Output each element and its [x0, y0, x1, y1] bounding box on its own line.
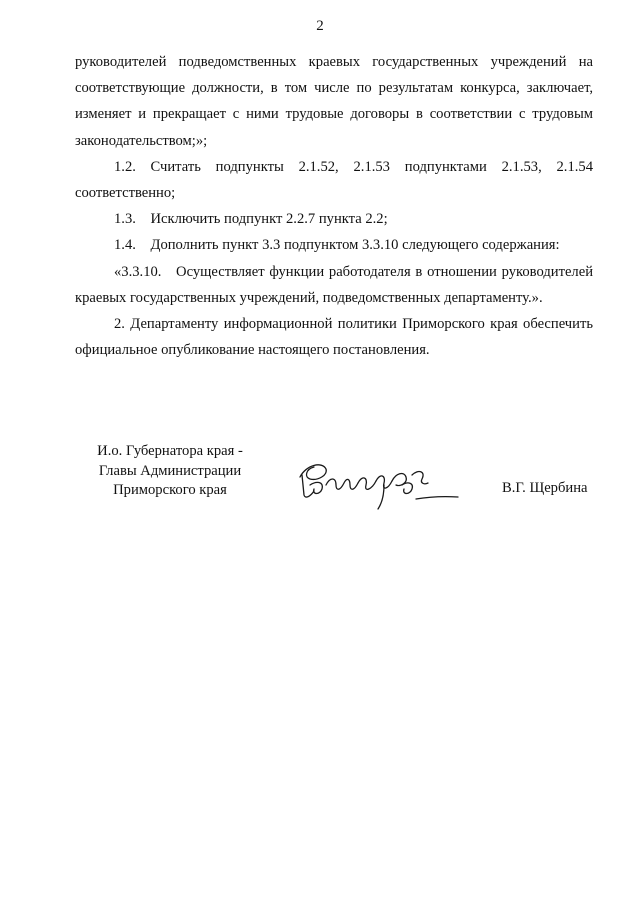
- document-body: [75, 49, 593, 363]
- signatory-name: В.Г. Щербина: [502, 480, 588, 496]
- paragraph-1-2: 1.2. Считать подпункты 2.1.52, 2.1.53 подпунктами 2.1.53, 2.1.54 соответственно;: [75, 158, 593, 202]
- paragraph-3-3-10: «3.3.10. Осуществляет функции работодателя в отношении руководителей краевых государственных учреждений, подведомственных департаменту.».: [75, 263, 593, 306]
- signatory-position-line: И.о. Губернатора края -: [97, 443, 243, 459]
- signatory-position-line: Главы Администрации: [98, 462, 242, 479]
- handwritten-signature-icon: [292, 455, 462, 515]
- paragraph-1-4: 1.4. Дополнить пункт 3.3 подпунктом 3.3.10 следующего содержания:: [114, 237, 560, 254]
- paragraph-2: 2. Департаменту информационной политики Приморского края обеспечить официальное опубликование настоящего постановления.: [75, 316, 593, 359]
- paragraph-1-3: 1.3. Исключить подпункт 2.2.7 пункта 2.2;: [114, 211, 388, 228]
- paragraph-continuation: руководителей подведомственных краевых государственных учреждений на соответствующие должности, в том числе по результатам конкурса, заключает, изменяет и прекращает с ними трудовые договоры в соответствии с трудовым законодательством;»;: [75, 54, 593, 149]
- signatory-position-line: Приморского края: [113, 482, 227, 498]
- signatory-position: [70, 442, 270, 501]
- page-number: 2: [316, 18, 324, 34]
